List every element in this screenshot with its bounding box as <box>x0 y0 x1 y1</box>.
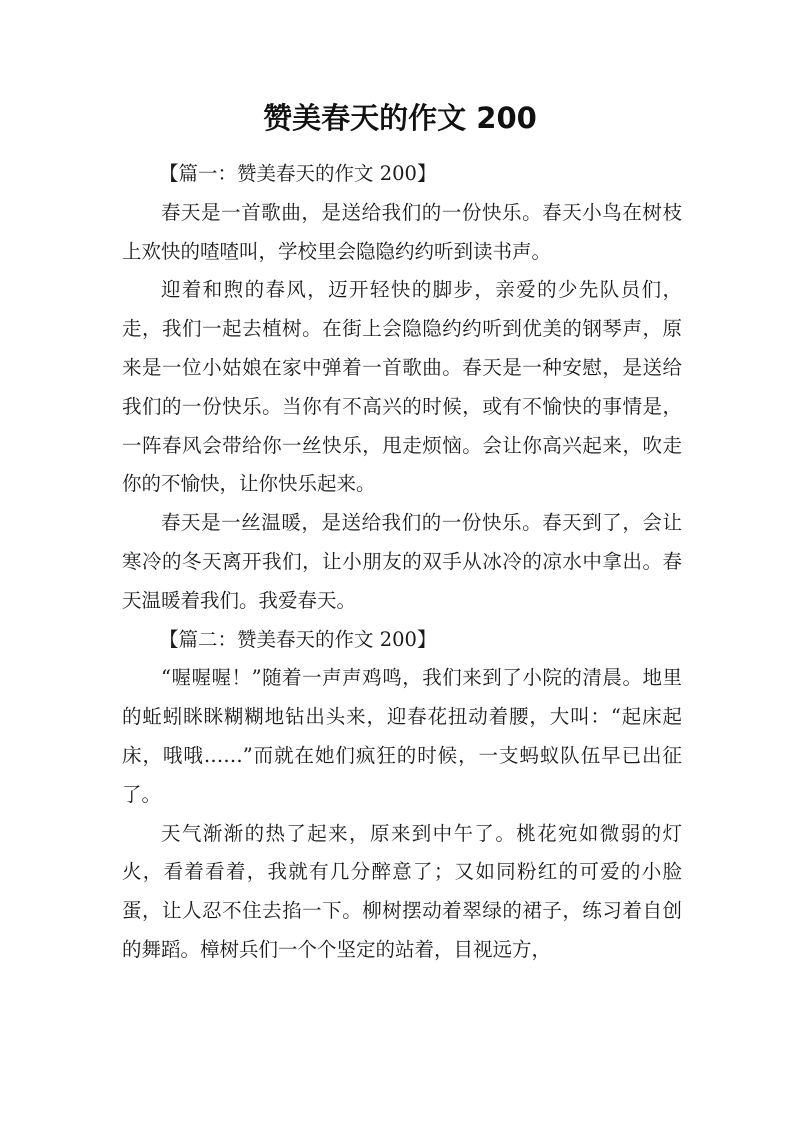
body-paragraph: 迎着和煦的春风，迈开轻快的脚步，亲爱的少先队员们，走，我们一起去植树。在街上会隐隐约约听到优美的钢琴声，原来是一位小姑娘在家中弹着一首歌曲。春天是一种安慰，是送给我们的一份快乐。当你有不高兴的时候，或有不愉快的事情是，一阵春风会带给你一丝快乐，甩走烦恼。会让你高兴起来，吹走你的不愉快，让你快乐起来。 <box>122 278 682 496</box>
body-paragraph: “喔喔喔！”随着一声声鸡鸣，我们来到了小院的清晨。地里的蚯蚓眯眯糊糊地钻出头来，迎春花扭动着腰，大叫：“起床起床，哦哦……”而就在她们疯狂的时候，一支蚂蚁队伍早已出征了。 <box>122 666 682 806</box>
section-heading-2: 【篇二：赞美春天的作文 200】 <box>159 627 437 651</box>
document-body <box>122 155 682 970</box>
body-paragraph: 春天是一丝温暖，是送给我们的一份快乐。春天到了，会让寒冷的冬天离开我们，让小朋友的双手从冰冷的凉水中拿出。春天温暖着我们。我爱春天。 <box>122 511 682 612</box>
body-paragraph: 春天是一首歌曲，是送给我们的一份快乐。春天小鸟在树枝上欢快的喳喳叫，学校里会隐隐约约听到读书声。 <box>122 200 682 263</box>
body-paragraph: 天气渐渐的热了起来，原来到中午了。桃花宛如微弱的灯火，看着看着，我就有几分醉意了；又如同粉红的可爱的小脸蛋，让人忍不住去掐一下。柳树摆动着翠绿的裙子，练习着自创的舞蹈。樟树兵们一个个坚定的站着，目视远方， <box>122 821 682 961</box>
document-title: 赞美春天的作文 200 <box>263 101 537 135</box>
section-heading-1: 【篇一：赞美春天的作文 200】 <box>159 162 437 185</box>
